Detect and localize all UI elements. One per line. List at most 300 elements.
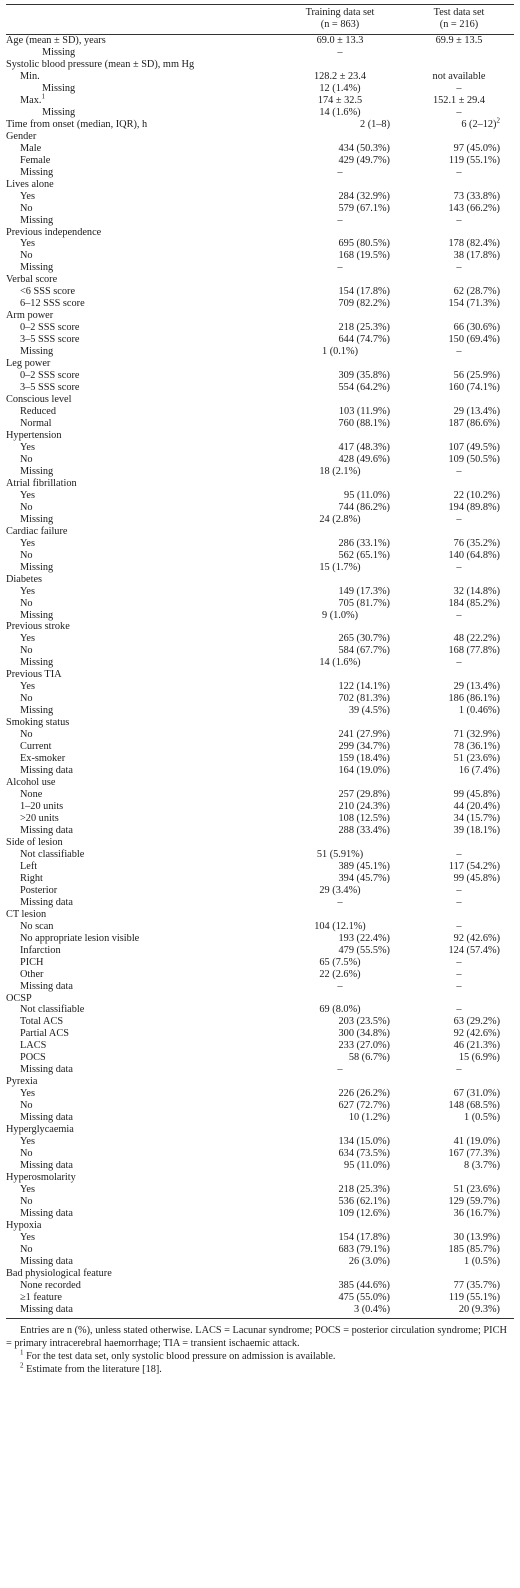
test-value	[404, 777, 514, 789]
row-label	[6, 621, 276, 633]
test-value-text: 1 (0.5%)	[463, 1255, 500, 1267]
row-label	[6, 669, 276, 681]
test-value-text: –	[456, 346, 462, 358]
table-row	[6, 885, 514, 897]
test-value	[404, 442, 514, 454]
test-value	[404, 741, 514, 753]
training-value: 579 (67.1%)	[338, 202, 390, 214]
row-label-text: Missing data	[20, 765, 73, 777]
test-value	[404, 657, 514, 669]
table-row	[6, 502, 514, 514]
training-value: 2 (1–8)	[359, 118, 390, 130]
training-value: 164 (19.0%)	[338, 765, 390, 777]
test-value	[404, 621, 514, 633]
row-label-text: >20 units	[20, 812, 59, 824]
table-row	[6, 1112, 514, 1124]
table-row	[6, 969, 514, 981]
table-row	[6, 286, 514, 298]
row-label	[6, 1304, 276, 1318]
row-label	[6, 777, 276, 789]
test-value	[404, 131, 514, 143]
row-label	[6, 358, 276, 370]
table-row	[6, 1304, 514, 1318]
training-value: 584 (67.7%)	[338, 645, 390, 657]
training-value	[276, 717, 404, 729]
table-row	[6, 466, 514, 478]
table-row	[6, 370, 514, 382]
test-value	[404, 322, 514, 334]
row-label-text: Reduced	[20, 406, 57, 418]
row-label-text: Yes	[20, 441, 35, 453]
test-value-text: –	[456, 884, 462, 896]
test-value	[404, 610, 514, 622]
row-label-text: Leg power	[6, 358, 51, 370]
test-value-text: 6 (2–12)	[461, 118, 497, 130]
row-label-text: Missing data	[20, 824, 73, 836]
test-value	[404, 358, 514, 370]
test-value-text: 109 (50.5%)	[448, 453, 500, 465]
test-value	[404, 83, 514, 95]
table-row	[6, 873, 514, 885]
row-label	[6, 1052, 276, 1064]
row-label-text: Missing	[42, 106, 76, 118]
row-label-text: <6 SSS score	[20, 286, 76, 298]
row-label	[6, 203, 276, 215]
test-value	[404, 1100, 514, 1112]
test-value-text: 92 (42.6%)	[453, 1028, 500, 1040]
row-label	[6, 1028, 276, 1040]
training-value: 226 (26.2%)	[338, 1088, 390, 1100]
row-label	[6, 837, 276, 849]
table-row	[6, 1244, 514, 1256]
training-value	[276, 993, 404, 1005]
table-row	[6, 47, 514, 59]
training-value: 134 (15.0%)	[338, 1136, 390, 1148]
row-label	[6, 35, 276, 47]
table-row	[6, 645, 514, 657]
row-label	[6, 921, 276, 933]
table-row	[6, 191, 514, 203]
row-label-text: Yes	[20, 1088, 35, 1100]
training-value	[276, 227, 404, 239]
table-row	[6, 801, 514, 813]
test-value	[404, 346, 514, 358]
table-header	[6, 5, 514, 35]
row-label	[6, 693, 276, 705]
training-value: 122 (14.1%)	[338, 681, 390, 693]
training-value: 257 (29.8%)	[338, 789, 390, 801]
training-value: 644 (74.7%)	[338, 334, 390, 346]
table-row	[6, 107, 514, 119]
row-label-text: Missing	[20, 513, 54, 525]
row-label-text: Min.	[20, 70, 40, 82]
row-label	[6, 1184, 276, 1196]
row-label	[6, 1040, 276, 1052]
table-row	[6, 250, 514, 262]
test-value	[404, 1136, 514, 1148]
training-value: 702 (81.3%)	[338, 693, 390, 705]
table-row	[6, 753, 514, 765]
test-value-text: –	[456, 82, 462, 94]
row-label-text: Missing data	[20, 1303, 73, 1315]
training-value: 309 (35.8%)	[338, 370, 390, 382]
row-label	[6, 945, 276, 957]
row-label-text: Not classifiable	[20, 1004, 85, 1016]
row-label-text: No scan	[20, 920, 54, 932]
row-label	[6, 993, 276, 1005]
test-value	[404, 286, 514, 298]
row-label-text: Missing	[20, 561, 54, 573]
training-value: 683 (79.1%)	[338, 1243, 390, 1255]
test-value-text: 77 (35.7%)	[453, 1279, 500, 1291]
row-label	[6, 250, 276, 262]
row-label-text: 6–12 SSS score	[20, 298, 85, 310]
test-value	[404, 310, 514, 322]
test-value-text: –	[456, 561, 462, 573]
training-value: 536 (62.1%)	[338, 1195, 390, 1207]
row-label	[6, 107, 276, 119]
test-value	[404, 478, 514, 490]
row-label-text: Systolic blood pressure (mean ± SD), mm Hg	[6, 58, 195, 70]
row-label-text: No	[20, 250, 33, 262]
table-row	[6, 310, 514, 322]
row-label-text: Yes	[20, 1231, 35, 1243]
header-training	[276, 5, 404, 35]
table-row	[6, 538, 514, 550]
row-label-text: Hypoxia	[6, 1219, 42, 1231]
table-row	[6, 131, 514, 143]
training-value: 18 (2.1%)	[319, 465, 361, 477]
test-value	[404, 167, 514, 179]
row-label	[6, 753, 276, 765]
row-label	[6, 310, 276, 322]
row-label-text: Left	[20, 860, 38, 872]
table-row	[6, 262, 514, 274]
table-row	[6, 346, 514, 358]
training-value: 210 (24.3%)	[338, 801, 390, 812]
row-label-text: Missing data	[20, 1064, 73, 1076]
training-value: 265 (30.7%)	[338, 633, 390, 645]
test-value	[404, 59, 514, 71]
test-value-text: 76 (35.2%)	[453, 537, 500, 549]
training-value: 58 (6.7%)	[348, 1052, 390, 1064]
table-row	[6, 1172, 514, 1184]
header-test	[404, 5, 514, 35]
test-value	[404, 215, 514, 227]
row-label-text: No	[20, 1100, 33, 1112]
row-label	[6, 1004, 276, 1016]
training-value: 286 (33.1%)	[338, 537, 390, 549]
test-value-text: 97 (45.0%)	[453, 142, 500, 154]
training-value: 154 (17.8%)	[338, 286, 390, 298]
table-row	[6, 789, 514, 801]
row-label-text: Male	[20, 142, 42, 154]
row-label	[6, 1220, 276, 1232]
test-value-text: 160 (74.1%)	[448, 382, 500, 394]
test-value	[404, 406, 514, 418]
training-value: 760 (88.1%)	[338, 418, 390, 429]
test-value	[404, 298, 514, 310]
training-value: 284 (32.9%)	[338, 190, 390, 202]
test-value-text: 92 (42.6%)	[453, 932, 500, 944]
test-value	[404, 71, 514, 83]
test-value-text: 62 (28.7%)	[453, 286, 500, 298]
row-label-text: Missing	[20, 346, 54, 358]
training-value: 744 (86.2%)	[338, 501, 390, 513]
row-label	[6, 490, 276, 502]
table-row	[6, 526, 514, 538]
row-label-text: Missing data	[20, 1255, 73, 1267]
row-label-text: 0–2 SSS score	[20, 322, 80, 334]
table-row	[6, 1160, 514, 1172]
row-label-text: LACS	[20, 1040, 47, 1052]
row-label-text: Hypertension	[6, 429, 62, 441]
training-value: –	[337, 214, 343, 226]
header-test-n: (n = 216)	[439, 19, 479, 30]
test-value	[404, 921, 514, 933]
test-value-text: 1 (0.5%)	[463, 1112, 500, 1124]
training-value: 627 (72.7%)	[338, 1100, 390, 1112]
training-value: 15 (1.7%)	[319, 561, 361, 573]
row-label	[6, 394, 276, 406]
row-label-text: POCS	[20, 1052, 46, 1064]
row-label	[6, 981, 276, 993]
row-label-text: Female	[20, 154, 51, 166]
row-label	[6, 1256, 276, 1268]
row-label-text: No	[20, 693, 33, 705]
table-row	[6, 203, 514, 215]
training-value: 241 (27.9%)	[338, 729, 390, 741]
test-value	[404, 933, 514, 945]
training-value: 69.0 ± 13.3	[316, 35, 364, 46]
row-label	[6, 897, 276, 909]
row-label	[6, 286, 276, 298]
training-value: –	[337, 1064, 343, 1076]
test-value	[404, 250, 514, 262]
row-label	[6, 825, 276, 837]
table-row	[6, 1280, 514, 1292]
table-row	[6, 1040, 514, 1052]
row-label	[6, 454, 276, 466]
test-value	[404, 47, 514, 59]
training-value: –	[337, 46, 343, 58]
table-row	[6, 1100, 514, 1112]
test-value	[404, 1076, 514, 1088]
table-row	[6, 621, 514, 633]
table-row	[6, 334, 514, 346]
test-value	[404, 95, 514, 107]
row-label	[6, 131, 276, 143]
test-value	[404, 1088, 514, 1100]
footnote-2	[6, 1363, 514, 1376]
test-value-text: 185 (85.7%)	[448, 1243, 500, 1255]
test-value-text: 51 (23.6%)	[453, 1184, 500, 1195]
test-value	[404, 490, 514, 502]
test-value	[404, 179, 514, 191]
row-label	[6, 861, 276, 873]
test-value	[404, 945, 514, 957]
training-value: –	[337, 896, 343, 908]
test-value-text: 1 (0.46%)	[458, 705, 500, 717]
table-row	[6, 729, 514, 741]
training-value: –	[337, 980, 343, 992]
test-value	[404, 1064, 514, 1076]
row-label	[6, 1148, 276, 1160]
test-value	[404, 370, 514, 382]
test-value	[404, 430, 514, 442]
table-row	[6, 945, 514, 957]
table-row	[6, 1196, 514, 1208]
row-label	[6, 598, 276, 610]
row-label-text: Yes	[20, 238, 35, 250]
row-label	[6, 71, 276, 83]
table-row	[6, 921, 514, 933]
row-label-text: Yes	[20, 537, 35, 549]
row-label-text: No	[20, 597, 33, 609]
test-value-text: 117 (54.2%)	[448, 860, 500, 872]
test-value	[404, 1052, 514, 1064]
table-row	[6, 514, 514, 526]
test-value-text: 34 (15.7%)	[453, 812, 500, 824]
test-value	[404, 753, 514, 765]
table-row	[6, 358, 514, 370]
table-row	[6, 454, 514, 466]
row-label-text: 1–20 units	[20, 801, 64, 812]
row-label-text: Side of lesion	[6, 836, 63, 848]
test-value-text: not available	[432, 70, 486, 82]
row-label	[6, 227, 276, 239]
test-value-text: –	[456, 848, 462, 860]
test-value	[404, 693, 514, 705]
test-value-text: 194 (89.8%)	[448, 501, 500, 513]
row-label-text: Missing data	[20, 1112, 73, 1124]
row-label	[6, 873, 276, 885]
row-label	[6, 298, 276, 310]
row-label-text: Missing data	[20, 1160, 73, 1172]
test-value	[404, 1160, 514, 1172]
row-label	[6, 1268, 276, 1280]
row-label	[6, 909, 276, 921]
row-label-text: Current	[20, 741, 52, 753]
row-label-text: Missing	[20, 166, 54, 178]
row-label	[6, 1112, 276, 1124]
footnote-1	[6, 1350, 514, 1363]
row-label-text: Missing data	[20, 896, 73, 908]
row-label-text: No	[20, 1195, 33, 1207]
test-value-text: 99 (45.8%)	[453, 789, 500, 801]
table-row	[6, 179, 514, 191]
test-value	[404, 1028, 514, 1040]
test-value	[404, 1040, 514, 1052]
row-label-text: Cardiac failure	[6, 525, 68, 537]
training-value: 95 (11.0%)	[344, 489, 390, 501]
table-row	[6, 478, 514, 490]
test-value	[404, 1172, 514, 1184]
training-value: 705 (81.7%)	[338, 597, 390, 609]
test-value-text: 29 (13.4%)	[453, 681, 500, 693]
test-value-text: 140 (64.8%)	[448, 549, 500, 561]
row-label-text: Missing data	[20, 980, 73, 992]
training-value: 24 (2.8%)	[319, 513, 361, 525]
table-row	[6, 562, 514, 574]
training-value: 149 (17.3%)	[338, 585, 390, 597]
row-label	[6, 813, 276, 825]
test-value-text: 184 (85.2%)	[448, 597, 500, 609]
table-row	[6, 1004, 514, 1016]
row-label-text: No	[20, 549, 33, 561]
footnote-1-mark: 1	[20, 1348, 24, 1357]
test-value	[404, 813, 514, 825]
training-value: 26 (3.0%)	[348, 1255, 390, 1267]
test-value	[404, 574, 514, 586]
test-value	[404, 1124, 514, 1136]
training-value: 159 (18.4%)	[338, 753, 390, 765]
test-value	[404, 502, 514, 514]
test-value	[404, 633, 514, 645]
row-label-text: Hyperosmolarity	[6, 1172, 76, 1184]
training-value: 51 (5.91%)	[316, 848, 364, 860]
test-value	[404, 334, 514, 346]
row-label-text: No	[20, 729, 33, 741]
table-row	[6, 298, 514, 310]
row-label	[6, 262, 276, 274]
test-value-text: 143 (66.2%)	[448, 202, 500, 214]
row-label-text: Yes	[20, 633, 35, 645]
header-label-column	[6, 5, 276, 35]
table-row	[6, 897, 514, 909]
training-value: 10 (1.2%)	[348, 1112, 390, 1124]
row-label-text: None recorded	[20, 1279, 81, 1291]
row-label	[6, 1292, 276, 1304]
row-label	[6, 119, 276, 131]
header-test-title: Test data set	[433, 7, 485, 18]
test-value	[404, 514, 514, 526]
test-value-text: 30 (13.9%)	[453, 1231, 500, 1243]
row-label-text: Hyperglycaemia	[6, 1124, 74, 1136]
training-value: 479 (55.5%)	[338, 944, 390, 956]
row-label	[6, 681, 276, 693]
test-value	[404, 394, 514, 406]
test-value-text: 78 (36.1%)	[453, 741, 500, 753]
row-label-text: No	[20, 645, 33, 657]
table-row	[6, 143, 514, 155]
training-value: 554 (64.2%)	[338, 382, 390, 394]
row-label	[6, 562, 276, 574]
test-value	[404, 801, 514, 813]
test-value	[404, 717, 514, 729]
training-value	[276, 526, 404, 538]
table-row	[6, 574, 514, 586]
table-row	[6, 598, 514, 610]
training-value	[276, 394, 404, 406]
training-value	[276, 179, 404, 191]
row-label	[6, 1016, 276, 1028]
test-value	[404, 981, 514, 993]
table-row	[6, 394, 514, 406]
row-label-text: Yes	[20, 489, 35, 501]
test-value-text: 16 (7.4%)	[458, 765, 500, 777]
test-value-text: 168 (77.8%)	[448, 645, 500, 657]
training-value	[276, 621, 404, 633]
training-value: 389 (45.1%)	[338, 860, 390, 872]
training-value: 634 (73.5%)	[338, 1148, 390, 1160]
test-value	[404, 1220, 514, 1232]
row-label	[6, 801, 276, 813]
row-label	[6, 1232, 276, 1244]
table-row	[6, 167, 514, 179]
training-value: 29 (3.4%)	[319, 884, 361, 896]
test-value-text: –	[456, 896, 462, 908]
